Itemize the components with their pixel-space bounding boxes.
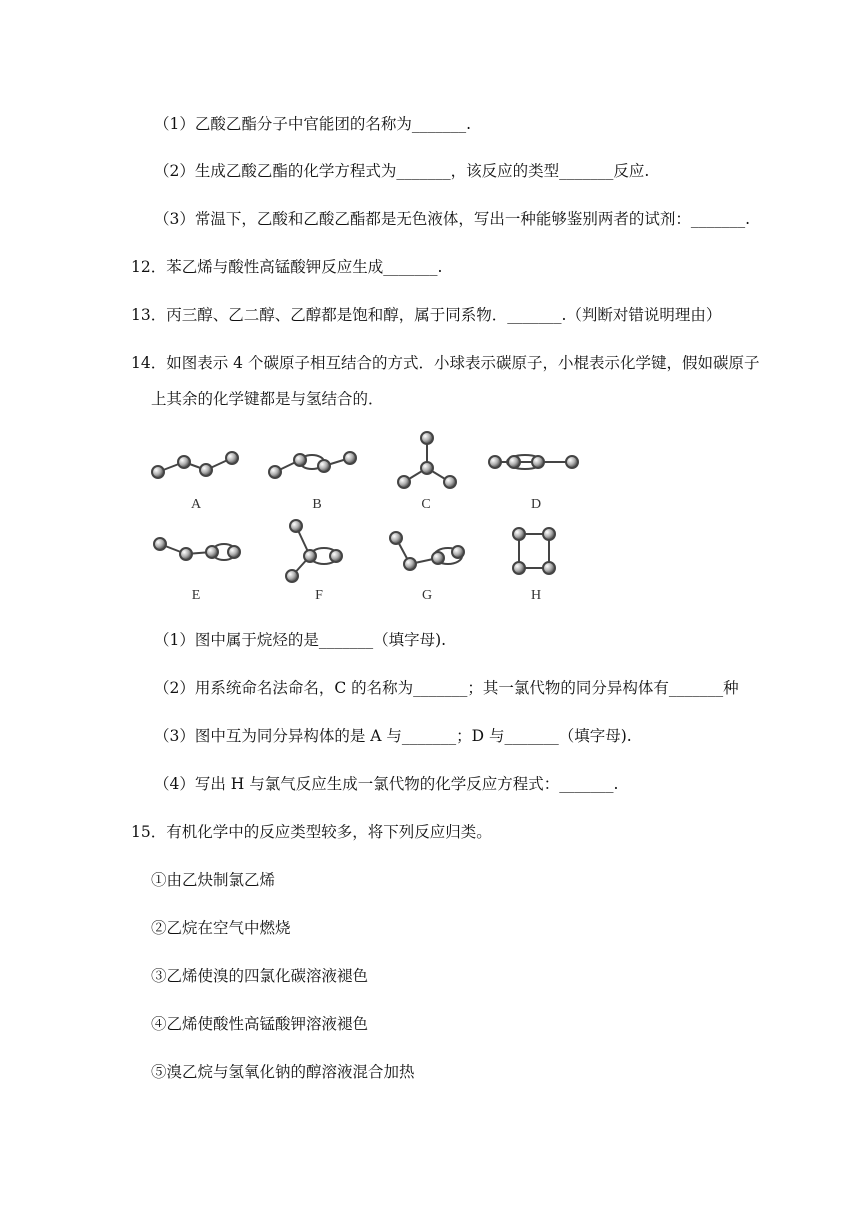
molecule-d xyxy=(489,455,578,469)
q14-sub4: （4）写出 H 与氯气反应生成一氯代物的化学反应方程式：_______. xyxy=(154,775,619,793)
q14-sub2: （2）用系统命名法命名，C 的名称为_______；其一氯代物的同分异构体有_______种 xyxy=(154,679,739,697)
molecule-c xyxy=(398,432,456,488)
molecule-b xyxy=(269,452,356,478)
molecule-f xyxy=(286,520,342,582)
q13: 13．丙三醇、乙二醇、乙醇都是饱和醇，属于同系物．_______.（判断对错说明理由） xyxy=(131,306,722,324)
molecule-e xyxy=(154,538,240,560)
q14-sub1: （1）图中属于烷烃的是_______（填字母). xyxy=(154,631,447,649)
q14-stem-line1: 14．如图表示 4 个碳原子相互结合的方式．小球表示碳原子，小棍表示化学键，假如碳原子 xyxy=(131,354,760,372)
q12: 12．苯乙烯与酸性高锰酸钾反应生成_______. xyxy=(131,258,443,276)
figure-label-g: G xyxy=(421,588,433,603)
molecule-h xyxy=(513,528,555,574)
molecule-g xyxy=(390,532,464,570)
q11-sub1: （1）乙酸乙酯分子中官能团的名称为_______. xyxy=(154,115,472,133)
carbon-skeleton-figure xyxy=(140,428,600,608)
q15-item-2: ②乙烷在空气中燃烧 xyxy=(151,919,291,937)
q15-stem: 15．有机化学中的反应类型较多，将下列反应归类。 xyxy=(131,823,492,841)
figure-label-f: F xyxy=(315,588,323,603)
q11-sub2: （2）生成乙酸乙酯的化学方程式为_______，该反应的类型_______反应. xyxy=(154,162,650,180)
q15-item-1: ①由乙炔制氯乙烯 xyxy=(151,871,276,889)
q14-sub3: （3）图中互为同分异构体的是 A 与_______；D 与_______（填字母). xyxy=(154,727,632,745)
figure-label-e: E xyxy=(191,588,201,603)
molecule-a xyxy=(152,452,238,478)
figure-label-c: C xyxy=(421,497,431,512)
q15-item-3: ③乙烯使溴的四氯化碳溶液褪色 xyxy=(151,967,369,985)
q14-stem-line2: 上其余的化学键都是与氢结合的． xyxy=(151,390,384,408)
figure-label-a: A xyxy=(190,497,202,512)
figure-label-h: H xyxy=(530,588,542,603)
figure-label-d: D xyxy=(530,497,542,512)
q15-item-4: ④乙烯使酸性高锰酸钾溶液褪色 xyxy=(151,1015,369,1033)
q11-sub3: （3）常温下，乙酸和乙酸乙酯都是无色液体，写出一种能够鉴别两者的试剂：_______. xyxy=(154,210,751,228)
q15-item-5: ⑤溴乙烷与氢氧化钠的醇溶液混合加热 xyxy=(151,1063,415,1081)
figure-label-b: B xyxy=(312,497,322,512)
